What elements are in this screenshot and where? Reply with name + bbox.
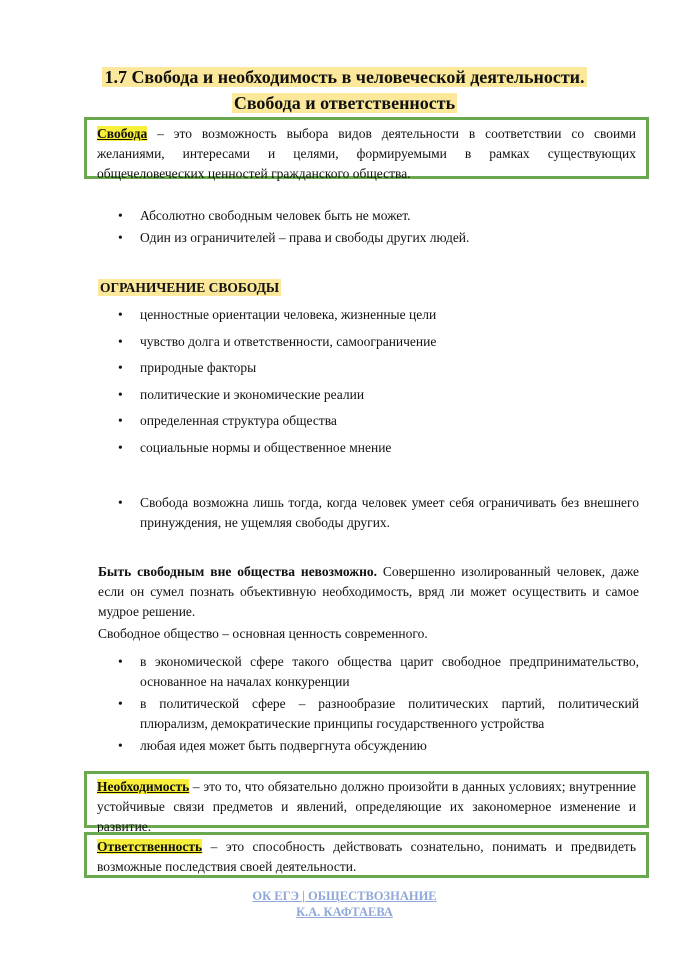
page-title-line-2: Свобода и ответственность — [233, 93, 456, 113]
bullet-icon: • — [118, 230, 123, 245]
list-item: • определенная структура общества — [98, 411, 639, 438]
definition-necessity-box — [84, 771, 649, 834]
list-item: • любая идея может быть подвергнута обсуждению — [98, 736, 639, 756]
list-item: • Свобода возможна лишь тогда, когда человек умеет себя ограничивать без внешнего принуждения, не ущемляя свободы других. — [118, 495, 639, 530]
list-item: • Один из ограничителей – права и свободы других людей. — [98, 228, 639, 250]
definition-responsibility-box — [84, 832, 649, 878]
bullet-icon: • — [118, 333, 123, 349]
freedom-bullets — [98, 206, 639, 250]
limitation-heading: ОГРАНИЧЕНИЕ СВОБОДЫ — [100, 280, 280, 295]
term-responsibility: Ответственность — [97, 839, 203, 854]
term-freedom: Свобода — [97, 126, 148, 141]
footer-link-author[interactable]: К.А. КАФТАЕВА — [296, 905, 393, 919]
bullet-icon: • — [118, 738, 123, 753]
society-paragraph: Быть свободным вне общества невозможно. Совершенно изолированный человек, даже если он сумел познать объективную необходимость, вряд ли может осуществить и самое мудрое решение. — [98, 564, 639, 619]
bullet-icon: • — [118, 439, 123, 455]
list-item: • социальные нормы и общественное мнение — [98, 438, 639, 465]
bullet-icon: • — [118, 696, 123, 711]
list-item: • в экономической сфере такого общества царит свободное предпринимательство, основанное на началах конкуренции — [118, 654, 639, 689]
definition-freedom-text: – это возможность выбора видов деятельности в соответствии со своими желаниями, интересами и целями, формируемыми в рамках существующих общечеловеческих ценностей гражданского общества. — [97, 126, 636, 181]
free-society-paragraph: Свободное общество – основная ценность современного. — [98, 626, 428, 641]
list-item: • политические и экономические реалии — [98, 385, 639, 412]
free-society-list — [98, 652, 639, 758]
bullet-icon: • — [118, 654, 123, 669]
bullet-icon: • — [118, 307, 123, 322]
bullet-icon: • — [118, 360, 123, 376]
society-paragraph-lead: Быть свободным вне общества невозможно. — [98, 564, 377, 579]
selflimit-bullet — [98, 493, 639, 533]
definition-necessity-text: – это то, что обязательно должно произойти в данных условиях; внутренние устойчивые связи предметов и явлений, определяющие их закономерное изменение и развитие. — [97, 779, 636, 834]
definition-freedom-box — [84, 117, 649, 179]
definition-responsibility-text: – это способность действовать сознательно, понимать и предвидеть возможные последствия своей деятельности. — [97, 839, 636, 874]
list-item: • ценностные ориентации человека, жизненные цели — [98, 305, 639, 332]
list-item: • чувство долга и ответственности, самоограничение — [98, 332, 639, 359]
footer-link-course[interactable]: ОК ЕГЭ | ОБЩЕСТВОЗНАНИЕ — [252, 889, 437, 903]
bullet-icon: • — [118, 386, 123, 402]
list-item: • Абсолютно свободным человек быть не может. — [98, 206, 639, 228]
list-item: • природные факторы — [98, 358, 639, 385]
term-necessity: Необходимость — [97, 779, 190, 794]
bullet-icon: • — [118, 495, 123, 510]
page-title-line-1: 1.7 Свобода и необходимость в человеческой деятельности. — [104, 67, 585, 87]
bullet-icon: • — [118, 208, 123, 223]
bullet-icon: • — [118, 413, 123, 429]
list-item: • в политической сфере – разнообразие политических партий, политический плюрализм, демократические принципы государственного устройства — [118, 696, 639, 731]
footer — [0, 888, 689, 920]
limitation-list — [98, 305, 639, 465]
